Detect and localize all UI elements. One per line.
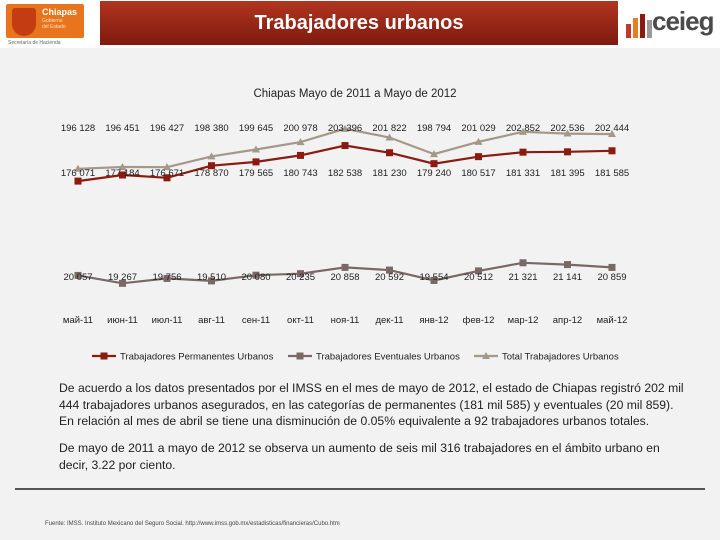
x-tick-label: май-12 [596,315,628,326]
trabajadores-permanentes-urbanos-label: 182 538 [327,168,363,179]
trabajadores-permanentes-urbanos-point [297,152,304,159]
x-tick-label: апр-12 [552,315,583,326]
legend-label: Trabajadores Permanentes Urbanos [120,351,274,363]
trabajadores-eventuales-urbanos-label: 19 267 [107,272,138,283]
total-trabajadores-urbanos-label: 200 978 [283,123,318,134]
total-trabajadores-urbanos-label: 201 822 [372,123,407,134]
x-tick-label: дек-11 [375,315,404,326]
trabajadores-eventuales-urbanos-label: 20 057 [63,272,93,283]
trabajadores-permanentes-urbanos-label: 181 395 [550,168,585,179]
trabajadores-eventuales-urbanos-point [609,264,616,271]
legend-label: Total Trabajadores Urbanos [502,351,619,363]
trabajadores-eventuales-urbanos-label: 20 592 [374,272,405,283]
total-trabajadores-urbanos-label: 199 645 [238,123,274,134]
trabajadores-permanentes-urbanos-point [475,153,482,160]
total-trabajadores-urbanos-label: 202 852 [505,123,541,134]
total-trabajadores-urbanos-label: 196 427 [149,123,185,134]
total-trabajadores-urbanos-label: 196 451 [105,123,140,134]
trabajadores-eventuales-urbanos-label: 20 859 [597,272,627,283]
trabajadores-eventuales-urbanos-label: 21 141 [552,272,583,283]
trabajadores-permanentes-urbanos-point [609,147,616,154]
trabajadores-eventuales-urbanos-label: 20 080 [241,272,271,283]
trabajadores-permanentes-urbanos-point [520,149,527,156]
trabajadores-eventuales-urbanos-label: 19 510 [196,272,227,283]
workers-line-chart [0,80,720,380]
trabajadores-permanentes-urbanos-point [342,142,349,149]
total-trabajadores-urbanos-label: 202 536 [550,123,585,134]
x-tick-label: авг-11 [198,315,225,326]
trabajadores-permanentes-urbanos-label: 180 743 [283,168,318,179]
page-title: Trabajadores urbanos [254,12,464,34]
trabajadores-eventuales-urbanos-point [520,259,527,266]
logo-subtitle: Gobierno del Estado [42,18,66,30]
trabajadores-permanentes-urbanos-point [386,149,393,156]
total-trabajadores-urbanos-label: 203 396 [327,123,363,134]
trabajadores-permanentes-urbanos-label: 177 184 [105,168,140,179]
trabajadores-permanentes-urbanos-point [253,158,260,165]
title-bar [100,1,618,45]
trabajadores-eventuales-urbanos-label: 21 321 [508,272,538,283]
trabajadores-permanentes-urbanos-label: 176 071 [60,168,96,179]
ceieg-logo [624,6,714,42]
ceieg-wordmark: ceieg [652,6,714,36]
trabajadores-permanentes-urbanos-label: 178 870 [194,168,229,179]
logo-word: Chiapas [42,7,78,17]
total-trabajadores-urbanos-label: 198 794 [416,123,452,134]
trabajadores-permanentes-urbanos-point [564,148,571,155]
total-trabajadores-urbanos-label: 202 444 [594,123,630,134]
legend-label: Trabajadores Eventuales Urbanos [316,351,460,363]
header [0,0,720,48]
legend-marker [297,353,304,360]
trabajadores-eventuales-urbanos-point [342,264,349,271]
x-tick-label: июл-11 [151,315,183,326]
chiapas-logo [6,2,94,46]
trabajadores-eventuales-urbanos-label: 20 235 [285,272,316,283]
source-note: Fuente: IMSS. Instituto Mexicano del Seguro Social. http://www.imss.gob.mx/estadisticas/financieras/Cubo.htm [45,521,340,527]
trabajadores-permanentes-urbanos-label: 181 331 [505,168,541,179]
total-trabajadores-urbanos-label: 198 380 [194,123,229,134]
divider [15,488,705,490]
trabajadores-permanentes-urbanos-label: 181 585 [594,168,630,179]
trabajadores-eventuales-urbanos-point [564,261,571,268]
x-tick-label: ноя-11 [330,315,360,326]
trabajadores-permanentes-urbanos-label: 180 517 [461,168,496,179]
x-axis-labels [63,315,628,326]
bars-icon [624,10,654,40]
x-tick-label: янв-12 [419,315,449,326]
trabajadores-eventuales-urbanos-label: 19 554 [419,272,449,283]
legend-marker [101,353,108,360]
total-trabajadores-urbanos-label: 201 029 [461,123,496,134]
trabajadores-eventuales-urbanos-label: 20 512 [463,272,494,283]
trabajadores-permanentes-urbanos-label: 181 230 [372,168,407,179]
series-lines [74,125,616,287]
logo-caption: Secretaría de Hacienda [8,40,61,46]
x-tick-label: фев-12 [462,315,495,326]
x-tick-label: мар-12 [507,315,539,326]
total-trabajadores-urbanos-label: 196 128 [60,123,96,134]
x-tick-label: июн-11 [107,315,138,326]
x-tick-label: май-11 [62,315,94,326]
logo-badge [6,4,84,38]
summary-paragraph-1: De acuerdo a los datos presentados por el IMSS en el mes de mayo de 2012, el estado de Chiapas registró 202 mil 444 trabajadores urbanos asegurados, en las categorías de permanentes (181 mil 585) y eventuales (20 mil 859). En relación al mes de abril se tiene una disminución de 0.05% equivalente a 92 trabajadores urbanos totales. [59,381,684,428]
summary-paragraph-2: De mayo de 2011 a mayo de 2012 se observa un aumento de seis mil 316 trabajadores en el ámbito urbano en decir, 3.22 por ciento. [59,441,660,472]
chart-title: Chiapas Mayo de 2011 a Mayo de 2012 [253,88,457,100]
trabajadores-eventuales-urbanos-label: 20 858 [330,272,360,283]
shield-icon [12,8,36,36]
trabajadores-permanentes-urbanos-label: 176 671 [149,168,185,179]
trabajadores-eventuales-urbanos-label: 19 756 [152,272,182,283]
trabajadores-permanentes-urbanos-label: 179 240 [416,168,452,179]
x-tick-label: сен-11 [241,315,271,326]
chart-legend [92,352,619,363]
trabajadores-permanentes-urbanos-label: 179 565 [238,168,274,179]
x-tick-label: окт-11 [287,315,314,326]
trabajadores-permanentes-urbanos-point [431,160,438,167]
